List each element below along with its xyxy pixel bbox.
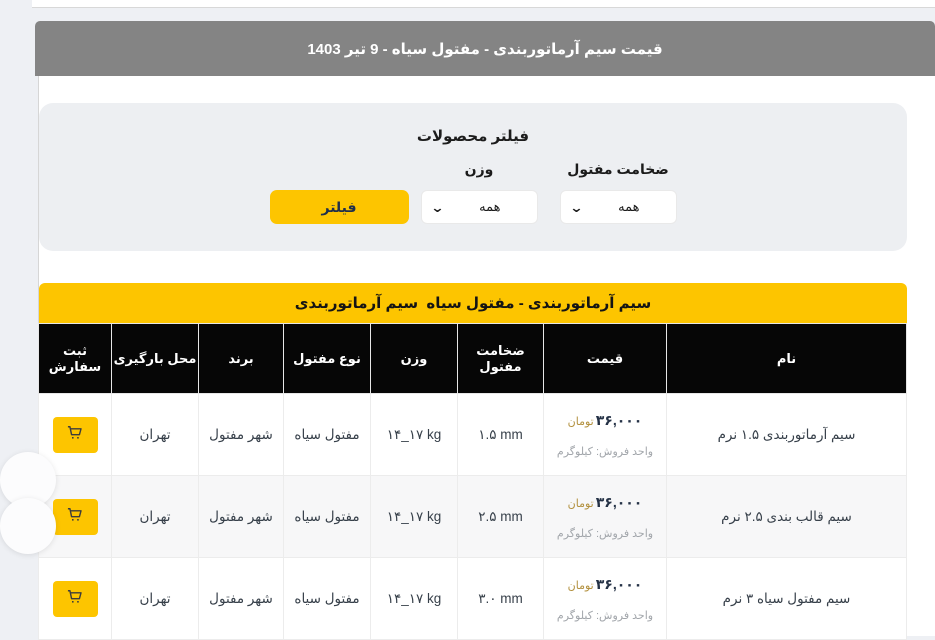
price-line — [544, 494, 666, 511]
add-to-cart-button[interactable] — [53, 581, 98, 617]
product-location: تهران — [112, 476, 199, 558]
thickness-label: ضخامت مفتول — [567, 161, 669, 177]
table-header-row — [39, 324, 907, 394]
product-name: سیم مفتول سیاه ۳ نرم — [667, 558, 907, 640]
col-header-weight: وزن — [371, 324, 458, 394]
price-table — [38, 323, 907, 640]
page-title: قیمت سیم آرماتوربندی - مفتول سیاه - 9 تیر 1403 — [307, 40, 663, 58]
thickness-select-value: همه — [618, 199, 640, 214]
col-header-name: نام — [667, 324, 907, 394]
filter-controls — [39, 161, 907, 224]
col-header-location: محل بارگیری — [112, 324, 199, 394]
col-header-brand: برند — [199, 324, 284, 394]
cart-icon — [65, 423, 85, 446]
filter-title: فیلتر محصولات — [416, 128, 530, 145]
product-price-cell — [544, 558, 667, 640]
product-wire-type: مفتول سیاه — [284, 394, 371, 476]
product-location: تهران — [112, 394, 199, 476]
product-brand: شهر مفتول — [199, 394, 284, 476]
col-header-price: قیمت — [544, 324, 667, 394]
product-location: تهران — [112, 558, 199, 640]
thickness-select[interactable] — [560, 190, 677, 224]
price-value: ۳۶,۰۰۰ — [595, 575, 643, 592]
page-title-banner — [35, 21, 935, 76]
price-value: ۳۶,۰۰۰ — [595, 493, 643, 510]
cart-icon — [65, 505, 85, 528]
unit-label: واحد فروش: کیلوگرم — [556, 445, 654, 458]
order-cell — [39, 558, 112, 640]
table-title-bar: سیم آرماتوربندی - مفتول سیاه سیم آرماتوربندی — [39, 283, 907, 323]
product-name: سیم آرماتوربندی ۱.۵ نرم — [667, 394, 907, 476]
product-brand: شهر مفتول — [199, 558, 284, 640]
table-row — [39, 558, 907, 640]
filter-field-thickness — [560, 161, 677, 224]
table-row — [39, 476, 907, 558]
unit-label: واحد فروش: کیلوگرم — [556, 609, 654, 622]
product-brand: شهر مفتول — [199, 476, 284, 558]
browser-chrome-strip — [32, 0, 935, 8]
product-name: سیم قالب بندی ۲.۵ نرم — [667, 476, 907, 558]
product-thickness: ۳.۰ mm — [458, 558, 544, 640]
product-wire-type: مفتول سیاه — [284, 558, 371, 640]
weight-select[interactable] — [421, 190, 538, 224]
price-line — [544, 576, 666, 593]
col-header-thickness: ضخامت مفتول — [458, 324, 544, 394]
product-filter-panel — [39, 103, 907, 251]
price-currency: تومان — [567, 579, 594, 592]
price-currency: تومان — [567, 497, 594, 510]
product-weight: ۱۴_۱۷ kg — [371, 558, 458, 640]
weight-label: وزن — [464, 161, 494, 177]
unit-label: واحد فروش: کیلوگرم — [556, 527, 654, 540]
price-currency: تومان — [567, 415, 594, 428]
price-value: ۳۶,۰۰۰ — [595, 411, 643, 428]
chevron-down-icon: ⌄ — [429, 199, 445, 215]
add-to-cart-button[interactable] — [53, 499, 98, 535]
col-header-order: ثبت سفارش — [39, 324, 112, 394]
product-thickness: ۲.۵ mm — [458, 476, 544, 558]
floating-widget-button[interactable] — [0, 498, 56, 554]
filter-field-weight — [421, 161, 538, 224]
price-table-section — [39, 283, 907, 640]
price-line — [544, 412, 666, 429]
col-header-wire-type: نوع مفتول — [284, 324, 371, 394]
table-row — [39, 394, 907, 476]
chevron-down-icon: ⌄ — [568, 199, 584, 215]
product-price-cell — [544, 394, 667, 476]
product-weight: ۱۴_۱۷ kg — [371, 394, 458, 476]
product-price-cell — [544, 476, 667, 558]
weight-select-value: همه — [479, 199, 501, 214]
filter-submit-button[interactable]: فیلتر — [270, 190, 409, 224]
product-weight: ۱۴_۱۷ kg — [371, 476, 458, 558]
cart-icon — [65, 587, 85, 610]
product-thickness: ۱.۵ mm — [458, 394, 544, 476]
add-to-cart-button[interactable] — [53, 417, 98, 453]
product-wire-type: مفتول سیاه — [284, 476, 371, 558]
